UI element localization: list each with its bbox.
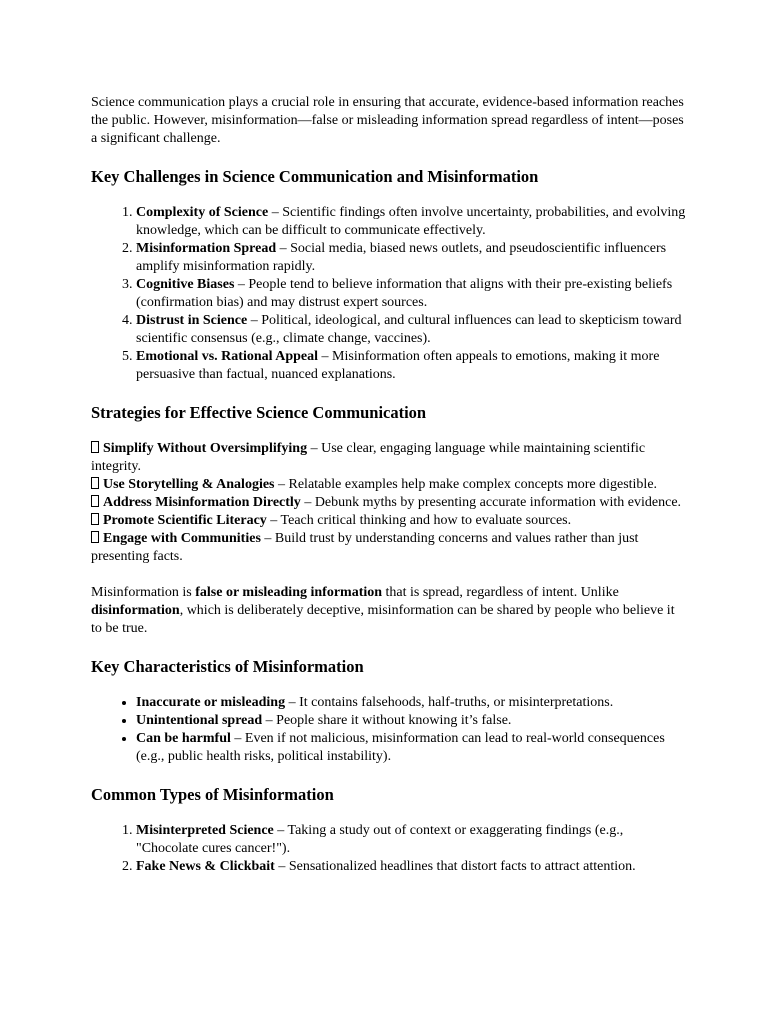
strategy-item — [91, 530, 686, 566]
heading-key-challenges: Key Challenges in Science Communication and Misinformation — [91, 167, 539, 186]
list-item — [136, 730, 686, 766]
list-item — [136, 348, 686, 384]
missing-glyph-icon — [91, 477, 99, 489]
list-item — [136, 312, 686, 348]
item-term: Misinterpreted Science — [136, 823, 274, 838]
item-term: Address Misinformation Directly — [103, 495, 301, 510]
missing-glyph-icon — [91, 495, 99, 507]
definition-text: Misinformation is — [91, 585, 196, 600]
strategy-item — [91, 440, 686, 476]
item-term: Use Storytelling & Analogies — [103, 477, 275, 492]
missing-glyph-icon — [91, 531, 99, 543]
item-desc: – Debunk myths by presenting accurate information with evidence. — [300, 495, 682, 510]
challenges-list — [91, 204, 686, 384]
item-term: Promote Scientific Literacy — [103, 513, 267, 528]
item-desc: – Misinformation often appeals to emotions, making it more persuasive than factual, nuanced explanations. — [136, 349, 660, 382]
item-desc: – Even if not malicious, misinformation can lead to real-world consequences (e.g., public health risks, political instability). — [136, 731, 665, 764]
item-term: Complexity of Science — [136, 205, 269, 220]
types-list — [91, 822, 686, 876]
definition-text: , which is deliberately deceptive, misinformation can be shared by people who believe it to be true. — [91, 603, 675, 636]
item-term: Misinformation Spread — [136, 241, 277, 256]
heading-characteristics: Key Characteristics of Misinformation — [91, 657, 364, 676]
intro-paragraph: Science communication plays a crucial role in ensuring that accurate, evidence-based information reaches the public. However, misinformation—false or misleading information spread regardless of intent—poses a significant challenge. — [91, 95, 684, 146]
list-item — [136, 694, 686, 712]
item-term: Cognitive Biases — [136, 277, 235, 292]
list-item — [136, 276, 686, 312]
definition-bold: disinformation — [91, 603, 180, 618]
item-term: Engage with Communities — [103, 531, 261, 546]
item-term: Can be harmful — [136, 731, 231, 746]
item-desc: – Political, ideological, and cultural influences can lead to skepticism toward scientific consensus (e.g., climate change, vaccines). — [136, 313, 682, 346]
definition-text: that is spread, regardless of intent. Unlike — [382, 585, 619, 600]
list-item — [136, 822, 686, 858]
item-desc: – Teach critical thinking and how to evaluate sources. — [266, 513, 572, 528]
item-term: Unintentional spread — [136, 713, 263, 728]
strategy-item — [91, 494, 686, 512]
item-term: Inaccurate or misleading — [136, 695, 286, 710]
item-desc: – People tend to believe information that aligns with their pre-existing beliefs (confirmation bias) and may distrust expert sources. — [136, 277, 673, 310]
strategy-item — [91, 512, 686, 530]
item-desc: – Social media, biased news outlets, and pseudoscientific influencers amplify misinformation rapidly. — [136, 241, 667, 274]
item-term: Fake News & Clickbait — [136, 859, 275, 874]
item-desc: – Taking a study out of context or exaggerating findings (e.g., "Chocolate cures cancer!"). — [136, 823, 624, 856]
item-desc: – Relatable examples help make complex concepts more digestible. — [274, 477, 658, 492]
strategies-block — [91, 440, 686, 566]
item-term: Simplify Without Oversimplifying — [103, 441, 308, 456]
definition-paragraph — [91, 584, 686, 638]
definition-bold: false or misleading information — [195, 585, 383, 600]
list-item — [136, 240, 686, 276]
list-item — [136, 712, 686, 730]
strategy-item — [91, 476, 686, 494]
heading-strategies: Strategies for Effective Science Communication — [91, 403, 427, 422]
item-desc: – It contains falsehoods, half-truths, or misinterpretations. — [285, 695, 614, 710]
heading-types: Common Types of Misinformation — [91, 785, 334, 804]
item-desc: – People share it without knowing it’s false. — [262, 713, 512, 728]
item-desc: – Build trust by understanding concerns and values rather than just presenting facts. — [91, 531, 639, 564]
document-page — [91, 94, 686, 876]
item-desc: – Sensationalized headlines that distort facts to attract attention. — [274, 859, 636, 874]
list-item — [136, 204, 686, 240]
item-term: Distrust in Science — [136, 313, 248, 328]
item-desc: – Use clear, engaging language while maintaining scientific integrity. — [91, 441, 646, 474]
missing-glyph-icon — [91, 513, 99, 525]
item-desc: – Scientific findings often involve uncertainty, probabilities, and evolving knowledge, which can be difficult to communicate effectively. — [136, 205, 686, 238]
list-item — [136, 858, 686, 876]
characteristics-list — [91, 694, 686, 766]
item-term: Emotional vs. Rational Appeal — [136, 349, 319, 364]
missing-glyph-icon — [91, 441, 99, 453]
